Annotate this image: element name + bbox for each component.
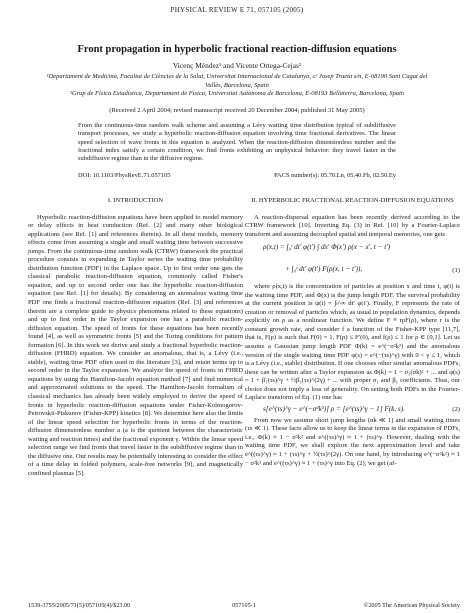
section2-paragraph-1: A reaction-dispersal equation has been recently derived according to the CTRW framework [10]. Inverting Eq. (3) in Ref. [10] by a Fourier-Laplace transform and assuming decoupled spatial and temporal memories, one gets — [245, 213, 460, 238]
footer-copyright: ©2005 The American Physical Society — [363, 602, 460, 609]
doi: DOI: 10.1103/PhysRevE.71.057105 — [78, 172, 171, 179]
equation-1-continued — [245, 261, 460, 283]
left-column — [28, 197, 243, 479]
affiliations — [40, 73, 434, 99]
author-line: Vicenç Méndez¹ and Vicente Ortega-Cejas² — [172, 61, 302, 70]
equation-1-line-2: + ∫₀ᵗ dt′ φ(t′) F(ρ(x, t − t′)), — [285, 265, 363, 274]
equation-2-line: s[e^(τs)^γ − e^(−σ²k²)] ρ = [e^(τs)^γ − 1] F(k, s). — [263, 404, 405, 413]
pacs-numbers: PACS number(s): 05.70.Ln, 05.40.Fb, 02.50.Ey — [274, 172, 396, 179]
section-heading-introduction: I. INTRODUCTION — [107, 197, 164, 204]
footer-issn: 1539-3755/2005/71(5)/057105(4)/$23.00 — [28, 602, 131, 609]
affiliation-2: ²Grup de Física Estadística, Departament de Física, Universitat Autònoma de Barcelona, E-08193 Bellaterra, Barcelona, Spain — [69, 90, 405, 98]
paper-title: Front propagation in hyperbolic fractional reaction-diffusion equations — [77, 44, 397, 55]
received-dates: (Received 2 April 2004; revised manuscript received 20 December 2004; published 31 May 2005) — [109, 107, 365, 114]
intro-paragraph: Hyperbolic reaction-diffusion equations have been applied to model memory or delay effects in heat conduction (Ref. [2] and many other biological applications (see Ref. [1] and references therein). In all these models, memory effects come from assuming a single and small waiting time between successive jumps. From the continuous-time random walk (CTRW) framework the practical procedure consists in expanding in Taylor series the waiting time probability distribution function (PDF) in the Laplace space. Up to first order one gets the classical parabolic reaction-diffusion equation, commonly called Fisher's equation, and up to second order one has the hyperbolic reaction-diffusion equation (see Ref. [1] for details). By considering an anomalous waiting time PDF one finds a fractional reaction-diffusion equation (Ref. [3] and references therein are a complete guide to physics phenomena related to these equations) and up to first order in the Taylor expansion one has a parabolic reaction-diffusion equation. The speed of fronts for these equations has been recently found [4], as well as symmetric fronts [5] and the Turing conditions for pattern formation [6]. In this work we derive and study a fractional hyperbolic reaction-diffusion (FHRD) equation. We consider an anomalous, that is, a Lévy (i.e., stable), waiting time PDF often used in the literature [3], and retain terms up to second order in the Taylor expansion. We analyze the speed of fronts in FHRD equations by using the Hamilton-Jacobi equation method [7] and find numerical and approximated solutions to the speed. The Hamilton-Jacobi formalism of classical mechanics has already been widely employed to derive the speed of fronts in hyperbolic reaction-diffusion equations under Fisher-Kolmogorov-Petrovskii-Piskunov (Fisher-KPP) kinetics [8]. We determine here also the limits of the linear speed selection for hyperbolic fronts in terms of the reaction-diffusion dimensionless number a (a is the quotient between the characteristic waiting and reaction times) and the fractional exponent γ. Within the linear speed selection range we find fronts that travel faster in the subdiffusive regime than in the diffusive one. Our results may be potentially interesting to consider the effect of a time delay in folded polymers, scale-free networks [9], and magnetically confined plasmas [5]. — [28, 213, 243, 477]
equation-2-number: (2) — [452, 405, 460, 413]
abstract: From the continuous-time random walk scheme and assuming a Lévy waiting time distribution typical of subdiffusive transport processes, we study a hyperbolic reaction-diffusion equation involving time fractional derivatives. The linear speed selection of wave fronts in this equation is analyzed. When the reaction-diffusion dimensionless number and the fractional index satisfy a certain condition, we find fronts exhibiting an unphysical behavior: they travel faster in the subdiffusive regime than in the diffusive regime. — [78, 122, 396, 163]
equation-1-number: (1) — [452, 267, 460, 275]
section2-paragraph-2: where ρ(x,t) is the concentration of particles at position x and time t, φ(t) is the waiting time PDF, and Φ(x) is the jump length PDF. The survival probability at the current position is ψ(t) = ∫ₜ^∞ dt′ φ(t′). Finally, F represents the rate of creation or removal of particles which, as usual in population dynamics, depends explicitly on ρ as a nonlinear function. We define F ≡ rρF(ρ), where r is the constant growth rate, and consider f a function of the Fisher-KPP type [11,7], that is, F(ρ) is such that F(0) = 1, F(ρ) ≤ F′(0), and f(ρ) ≤ 1 for ρ ∈ (0,1]. Let us assume a Gaussian jump length PDF Φ(k) = e^(−σ²k²) and the anomalous version of the single waiting time PDF φ(s) = e^(−(τs)^γ) with 0 < γ ≤ 1, which is a Lévy (i.e., stable) distribution. If one chooses other similar anomalous PDFs, these can be written after a Taylor expansion as Φ(k) = 1 − σ₁(σk)² + ... and φ(s) = 1 + β₁(τs)^γ + ½β₂(τs)^(2γ) + ... with proper σ₁ and β₁ coefficients. Thus, our choice does not imply a loss of generality. On setting both PDFs in the Fourier-Laplace transform of Eq. (1) one has — [245, 283, 460, 402]
affiliation-1: ¹Departament de Medicina, Facultat de Ciències de la Salut, Universitat Internacional de Catalunya, c/ Josep Trueta s/n, E-08190 Sant Cugat del Vallès, Barcelona, Spain — [46, 73, 428, 89]
equation-2 — [245, 403, 460, 417]
equation-1 — [245, 239, 460, 261]
running-header: PHYSICAL REVIEW E 71, 057105 (2005) — [170, 6, 304, 14]
section2-paragraph-3: From now we assume short jump lengths (σk ≪ 1) and small waiting times (τs ≪ 1). These facts allow us to keep the linear terms in the expansion of PDFs, i.e., Φ(k) ≈ 1 − σ²k² and e^((τs)^γ) ≈ 1 + (τs)^γ. However, dealing with the waiting time PDF, we shall explore the next approximation level and take e^((τs)^γ) ≈ 1 + (τs)^γ + ½(τs)^(2γ). On one hand, by introducing e^(−σ²k²) ≈ 1 − σ²k² and e^((τs)^γ) ≈ 1 + (τs)^γ into Eq. (2), we get (af- — [245, 416, 460, 467]
right-column — [245, 197, 460, 468]
section-heading-hyperbolic: II. HYPERBOLIC FRACTIONAL REACTION-DIFFUSION EQUATIONS — [251, 197, 454, 204]
equation-1-line-1: ρ(x,t) = ∫₀ᵗ dt′ φ(t′) ∫ dx′ Φ(x′) ρ(x − x′, t − t′) — [263, 243, 391, 252]
footer-page-number: 057105-1 — [232, 602, 256, 609]
